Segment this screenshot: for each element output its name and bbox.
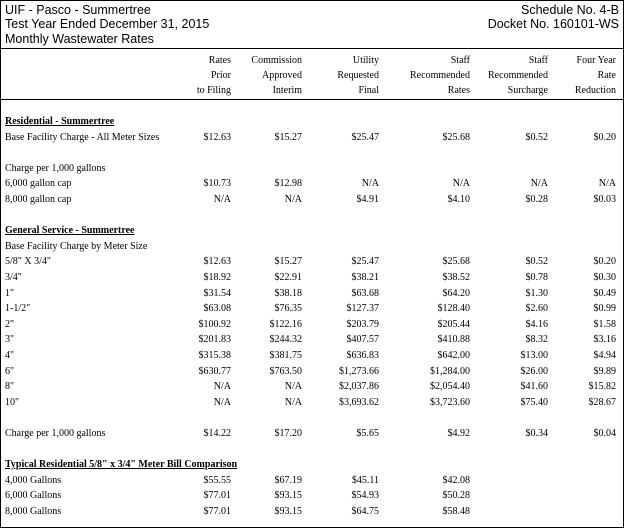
rate-cell: $4.16 <box>525 318 548 330</box>
rate-cell: $58.48 <box>442 506 470 517</box>
row-label: 6,000 gallon cap <box>5 178 72 190</box>
column-header-3-line-2: Rates <box>447 85 470 96</box>
row-label: 2" <box>5 318 15 330</box>
rate-cell: $0.52 <box>525 131 548 143</box>
rate-cell: $0.03 <box>593 194 616 205</box>
rate-cell: $0.28 <box>525 194 548 205</box>
rate-cell: $381.75 <box>269 350 302 361</box>
section-heading-row <box>5 223 621 238</box>
rate-cell: $410.88 <box>437 334 470 346</box>
docket-number: Docket No. 160101-WS <box>487 17 619 31</box>
rate-cell: $13.00 <box>520 350 548 361</box>
column-header-2-line-1: Requested <box>337 70 379 81</box>
rate-cell: $0.04 <box>593 428 616 439</box>
table-row <box>5 270 621 285</box>
rate-cell: $315.38 <box>198 350 231 361</box>
column-header-3-line-1: Recommended <box>410 70 470 81</box>
table-row <box>5 161 621 176</box>
rate-cell: $0.30 <box>593 272 616 283</box>
rate-cell: $1.30 <box>525 287 548 299</box>
row-label: Charge per 1,000 gallons <box>5 162 106 174</box>
rate-cell: $122.16 <box>269 318 302 330</box>
rate-cell: $38.21 <box>351 272 379 283</box>
column-header-5-line-1: Rate <box>597 70 616 81</box>
rate-cell: $15.27 <box>274 256 302 268</box>
rate-cell: $4.92 <box>447 428 470 439</box>
rate-cell: $127.37 <box>346 303 379 315</box>
column-header-4-line-1: Recommended <box>488 70 548 81</box>
rate-cell: $63.68 <box>351 287 379 299</box>
rate-cell: $0.52 <box>525 256 548 268</box>
row-label: 10" <box>5 396 20 408</box>
rate-cell: $128.40 <box>437 303 470 315</box>
rate-cell: $12.63 <box>203 256 231 268</box>
rate-cell: $636.83 <box>346 350 379 361</box>
blank-row <box>5 145 621 160</box>
rate-cell: $25.47 <box>351 256 379 268</box>
column-header-1-line-2: Interim <box>272 85 302 96</box>
rate-cell: $201.83 <box>198 334 231 346</box>
section-heading: General Service - Summertree <box>5 225 135 237</box>
rate-cell: $26.00 <box>520 365 548 377</box>
table-row <box>5 426 621 441</box>
rate-cell: $25.68 <box>442 131 470 143</box>
company-title: UIF - Pasco - Summertree <box>5 3 151 17</box>
section-heading-row <box>5 114 621 129</box>
table-row <box>5 301 621 316</box>
rate-cell: $8.32 <box>525 334 548 346</box>
row-label: 4,000 Gallons <box>5 474 62 486</box>
rate-cell: $0.78 <box>525 272 548 283</box>
rate-cell: $4.10 <box>447 194 470 205</box>
rate-cell: $55.55 <box>203 474 231 486</box>
row-label: 8" <box>5 381 15 393</box>
rate-cell: $9.89 <box>593 365 616 377</box>
rate-cell: $18.92 <box>203 272 231 283</box>
header-divider <box>1 48 623 49</box>
test-year-title: Test Year Ended December 31, 2015 <box>5 17 210 31</box>
column-header-1-line-1: Approved <box>262 70 302 81</box>
rate-cell: N/A <box>213 396 231 408</box>
column-header-5-line-2: Reduction <box>574 85 616 96</box>
section-heading-row <box>5 457 621 472</box>
row-label: 6" <box>5 365 15 377</box>
column-header-0-line-0: Rates <box>208 55 231 66</box>
rate-cell: $2,054.40 <box>430 381 470 393</box>
rate-cell: $25.47 <box>351 131 379 143</box>
column-header-3-line-0: Staff <box>450 55 470 66</box>
rate-cell: $642.00 <box>437 350 470 361</box>
rate-cell: $63.08 <box>203 303 231 315</box>
rate-cell: $50.28 <box>442 490 470 502</box>
rate-cell: $76.35 <box>274 303 302 315</box>
table-row <box>5 286 621 301</box>
schedule-subtitle: Monthly Wastewater Rates <box>5 32 154 46</box>
column-header-divider <box>1 99 623 100</box>
row-label: Charge per 1,000 gallons <box>5 428 106 439</box>
table-row <box>5 473 621 488</box>
row-label: 8,000 gallon cap <box>5 194 72 205</box>
table-row <box>5 332 621 347</box>
row-label: 1" <box>5 287 15 299</box>
rate-cell: $77.01 <box>203 490 231 502</box>
rate-cell: $1.58 <box>593 318 616 330</box>
blank-row <box>5 208 621 223</box>
table-row <box>5 192 621 207</box>
rate-cell: $12.63 <box>203 131 231 143</box>
row-label: Base Facility Charge - All Meter Sizes <box>5 131 160 143</box>
rate-cell: $31.54 <box>203 287 231 299</box>
rate-cell: $2.60 <box>525 303 548 315</box>
rate-cell: $763.50 <box>269 365 302 377</box>
rate-cell: $38.52 <box>442 272 470 283</box>
rate-cell: $10.73 <box>203 178 231 190</box>
section-heading: Residential - Summertree <box>5 116 115 127</box>
table-row <box>5 348 621 363</box>
rate-cell: $77.01 <box>203 506 231 517</box>
column-header-1-line-0: Commission <box>251 55 302 66</box>
row-label: 5/8" X 3/4" <box>5 256 51 268</box>
rate-cell: $1,273.66 <box>339 365 379 377</box>
rate-cell: $64.75 <box>351 506 379 517</box>
column-header-4-line-2: Surcharge <box>507 85 548 96</box>
rate-cell: $54.93 <box>351 490 379 502</box>
row-label: 4" <box>5 350 15 361</box>
column-header-0-line-1: Prior <box>211 70 231 81</box>
rate-cell: $41.60 <box>520 381 548 393</box>
rate-cell: $75.40 <box>520 396 548 408</box>
rate-cell: $407.57 <box>346 334 379 346</box>
table-row <box>5 130 621 145</box>
table-row <box>5 379 621 394</box>
table-row <box>5 239 621 254</box>
rate-cell: N/A <box>284 396 302 408</box>
rate-cell: $93.15 <box>274 506 302 517</box>
rate-cell: N/A <box>213 381 231 393</box>
rate-cell: $100.92 <box>198 318 231 330</box>
rate-cell: $0.49 <box>593 287 616 299</box>
rate-cell: $25.68 <box>442 256 470 268</box>
rate-cell: $4.94 <box>593 350 616 361</box>
rate-cell: $15.82 <box>588 381 616 393</box>
rate-cell: N/A <box>452 178 470 190</box>
row-label: Base Facility Charge by Meter Size <box>5 240 148 252</box>
rate-cell: $17.20 <box>274 428 302 439</box>
rate-cell: $5.65 <box>356 428 379 439</box>
column-header-2-line-2: Final <box>358 85 379 96</box>
rate-cell: N/A <box>530 178 548 190</box>
rate-cell: $67.19 <box>274 474 302 486</box>
table-row <box>5 176 621 191</box>
rate-cell: $64.20 <box>442 287 470 299</box>
rate-cell: $15.27 <box>274 131 302 143</box>
rate-cell: $42.08 <box>442 474 470 486</box>
blank-row <box>5 442 621 457</box>
column-header-5-line-0: Four Year <box>576 55 616 66</box>
rate-cell: $244.32 <box>269 334 302 346</box>
blank-row <box>5 410 621 425</box>
rate-cell: $4.91 <box>356 194 379 205</box>
row-label: 6,000 Gallons <box>5 490 62 502</box>
rate-cell: $45.11 <box>351 474 379 486</box>
rate-cell: $93.15 <box>274 490 302 502</box>
section-heading: Typical Residential 5/8" x 3/4" Meter Bill Comparison <box>5 459 238 471</box>
table-row <box>5 317 621 332</box>
rate-cell: N/A <box>213 194 231 205</box>
rate-cell: N/A <box>598 178 616 190</box>
schedule-number: Schedule No. 4-B <box>521 3 619 17</box>
rate-cell: $2,037.86 <box>339 381 379 393</box>
rate-cell: $0.34 <box>525 428 548 439</box>
rate-cell: $203.79 <box>346 318 379 330</box>
rate-cell: N/A <box>361 178 379 190</box>
row-label: 1-1/2" <box>5 303 31 315</box>
table-row <box>5 488 621 503</box>
rate-cell: $0.20 <box>593 131 616 143</box>
rate-cell: $28.67 <box>588 396 616 408</box>
column-header-2-line-0: Utility <box>352 55 379 66</box>
column-header-4-line-0: Staff <box>528 55 548 66</box>
rate-cell: $3,723.60 <box>430 396 470 408</box>
table-row <box>5 254 621 269</box>
table-row <box>5 364 621 379</box>
rate-cell: $22.91 <box>274 272 302 283</box>
rate-cell: $1,284.00 <box>430 365 470 377</box>
rate-cell: $205.44 <box>437 318 470 330</box>
rate-cell: $12.98 <box>274 178 302 190</box>
rate-cell: $3,693.62 <box>339 396 379 408</box>
rate-cell: $38.18 <box>274 287 302 299</box>
row-label: 3/4" <box>5 272 22 283</box>
rate-cell: $0.20 <box>593 256 616 268</box>
rate-cell: $630.77 <box>198 365 231 377</box>
rate-cell: $14.22 <box>203 428 231 439</box>
rate-cell: $0.99 <box>593 303 616 315</box>
rate-cell: N/A <box>284 194 302 205</box>
row-label: 3" <box>5 334 15 346</box>
column-header-0-line-2: to Filing <box>196 85 231 96</box>
table-row <box>5 395 621 410</box>
row-label: 8,000 Gallons <box>5 506 62 517</box>
rate-cell: $3.16 <box>593 334 616 346</box>
table-row <box>5 504 621 519</box>
rate-cell: N/A <box>284 381 302 393</box>
